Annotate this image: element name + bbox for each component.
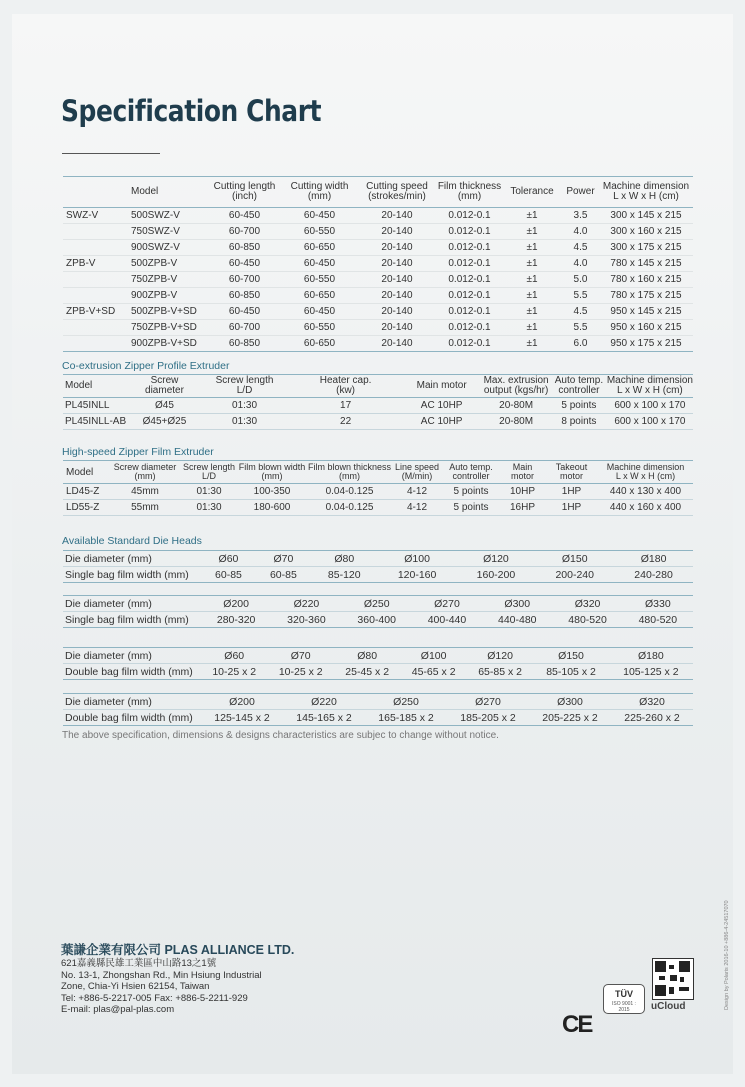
contact-phone: Tel: +886-5-2217-005 Fax: +886-5-2211-929 [61,992,248,1004]
spec-width-cell: 60-450 [282,256,357,272]
spec-group-cell [63,240,127,256]
hs-header-dimension: Machine dimension L x W x H (cm) [598,461,693,484]
film-width-cell: 225-260 x 2 [611,710,693,726]
spec-length-cell: 60-850 [207,336,282,352]
coex-length-cell: 01:30 [200,398,289,414]
spec-width-cell: 60-650 [282,240,357,256]
spec-thickness-cell: 0.012-0.1 [437,256,502,272]
spec-thickness-cell: 0.012-0.1 [437,320,502,336]
coex-header-model: Model [63,375,129,398]
die-diameter-cell: Ø60 [201,551,256,567]
hs-takeout-cell: 1HP [545,500,598,516]
spec-dimension-cell: 780 x 160 x 215 [599,272,693,288]
hs-temp-cell: 5 points [442,484,500,500]
spec-length-cell: 60-850 [207,288,282,304]
die-diameter-row [63,694,693,710]
coex-header-heater: Heater cap. (kw) [289,375,402,398]
spec-dimension-cell: 780 x 145 x 215 [599,256,693,272]
film-width-cell: 120-160 [378,567,457,583]
die-diameter-cell: Ø60 [201,648,267,664]
page-title: Specification Chart [61,94,322,128]
hs-main-motor-cell: 10HP [500,484,545,500]
film-width-cell: 440-480 [482,612,552,628]
spec-row [63,288,693,304]
spec-thickness-cell: 0.012-0.1 [437,224,502,240]
coex-output-cell: 20-80M [481,414,551,430]
film-width-label: Single bag film width (mm) [63,612,201,628]
hs-header-screw-length: Screw length L/D [181,461,237,484]
hs-speed-cell: 4-12 [392,484,442,500]
spec-thickness-cell: 0.012-0.1 [437,240,502,256]
film-width-cell: 85-105 x 2 [533,664,608,680]
hs-thickness-cell: 0.04-0.125 [307,500,392,516]
spec-power-cell: 5.5 [562,288,599,304]
hs-header-line-speed: Line speed (M/min) [392,461,442,484]
coex-header-dimension: Machine dimension L x W x H (cm) [606,375,693,396]
spec-dimension-cell: 300 x 145 x 215 [599,208,693,224]
die-diameter-cell: Ø100 [400,648,466,664]
spec-row [63,272,693,288]
spec-header-group [63,177,127,208]
hs-temp-cell: 5 points [442,500,500,516]
hs-length-cell: 01:30 [181,484,237,500]
hs-dimension-cell: 440 x 160 x 400 [598,500,693,516]
spec-row [63,240,693,256]
film-width-label: Double bag film width (mm) [63,664,201,680]
spec-row [63,304,693,320]
die-diameter-cell: Ø200 [201,694,283,710]
film-width-row [63,710,693,726]
hs-speed-cell: 4-12 [392,500,442,516]
spec-dimension-cell: 780 x 175 x 215 [599,288,693,304]
die-head-table [63,550,693,583]
die-diameter-cell: Ø270 [447,694,529,710]
hs-main-motor-cell: 16HP [500,500,545,516]
spec-group-cell [63,288,127,304]
coex-header-screw-length: Screw length L/D [200,375,289,398]
spec-dimension-cell: 950 x 145 x 215 [599,304,693,320]
die-diameter-row [63,551,693,567]
spec-length-cell: 60-850 [207,240,282,256]
spec-speed-cell: 20-140 [357,208,437,224]
spec-header-row [63,177,693,208]
die-diameter-label: Die diameter (mm) [63,648,201,664]
highspeed-label: High-speed Zipper Film Extruder [62,446,214,458]
company-address [61,958,262,1016]
spec-width-cell: 60-450 [282,304,357,320]
highspeed-table [63,460,693,516]
film-width-row [63,664,693,680]
die-diameter-cell: Ø120 [467,648,533,664]
spec-row [63,320,693,336]
hs-header-auto-temp: Auto temp. controller [442,461,500,484]
spec-length-cell: 60-700 [207,320,282,336]
spec-header-tolerance: Tolerance [502,177,562,208]
hs-header-main-motor: Main motor [500,461,545,484]
film-width-cell: 65-85 x 2 [467,664,533,680]
hs-length-cell: 01:30 [181,500,237,516]
film-width-cell: 60-85 [256,567,311,583]
die-diameter-cell: Ø220 [283,694,365,710]
die-diameter-cell: Ø120 [457,551,536,567]
coextrusion-header-row [63,375,693,398]
spec-power-cell: 4.5 [562,304,599,320]
coextrusion-row [63,414,693,430]
die-diameter-cell: Ø180 [614,551,693,567]
die-diameter-label: Die diameter (mm) [63,551,201,567]
tuv-text: TÜV [615,989,633,999]
coex-motor-cell: AC 10HP [402,398,481,414]
spec-dimension-cell: 950 x 160 x 215 [599,320,693,336]
spec-model-cell: 900ZPB-V+SD [127,336,207,352]
die-diameter-cell: Ø320 [611,694,693,710]
coex-header-max-extrusion: Max. extrusion output (kgs/hr) [481,375,551,398]
spec-power-cell: 6.0 [562,336,599,352]
film-width-row [63,612,693,628]
spec-power-cell: 4.5 [562,240,599,256]
die-diameter-cell: Ø220 [271,596,341,612]
spec-model-cell: 900ZPB-V [127,288,207,304]
spec-thickness-cell: 0.012-0.1 [437,272,502,288]
die-diameter-cell: Ø80 [334,648,400,664]
spec-header-cutting-width: Cutting width (mm) [282,177,357,208]
address-line: 621嘉義縣民雄工業區中山路13之1號 [61,958,217,969]
die-diameter-cell: Ø70 [256,551,311,567]
design-credit: Design by Polaris 2016-10 +886-4-24517070 [724,900,730,1010]
die-diameter-cell: Ø300 [482,596,552,612]
spec-tolerance-cell: ±1 [502,272,562,288]
spec-speed-cell: 20-140 [357,336,437,352]
coex-dimension-cell: 600 x 100 x 170 [607,414,693,430]
film-width-cell: 205-225 x 2 [529,710,611,726]
spec-speed-cell: 20-140 [357,256,437,272]
spec-tolerance-cell: ±1 [502,304,562,320]
film-width-cell: 125-145 x 2 [201,710,283,726]
spec-power-cell: 3.5 [562,208,599,224]
hs-header-film-thickness: Film blown thickness (mm) [307,461,392,484]
spec-speed-cell: 20-140 [357,320,437,336]
spec-power-cell: 5.0 [562,272,599,288]
coex-header-main-motor: Main motor [402,375,481,398]
hs-diameter-cell: 55mm [109,500,181,516]
spec-thickness-cell: 0.012-0.1 [437,288,502,304]
spec-length-cell: 60-450 [207,304,282,320]
film-width-cell: 240-280 [614,567,693,583]
die-diameter-cell: Ø100 [378,551,457,567]
film-width-cell: 480-520 [552,612,622,628]
film-width-cell: 25-45 x 2 [334,664,400,680]
spec-group-cell [63,272,127,288]
hs-width-cell: 180-600 [237,500,307,516]
spec-header-film-thickness: Film thickness (mm) [437,177,502,208]
die-diameter-cell: Ø300 [529,694,611,710]
contact-email: E-mail: plas@pal-plas.com [61,1004,175,1015]
ucloud-label: uCloud [651,1001,686,1012]
film-width-cell: 165-185 x 2 [365,710,447,726]
coex-heater-cell: 22 [289,414,402,430]
die-head-table [63,595,693,628]
coex-temp-cell: 5 points [551,398,607,414]
qr-code-icon [652,958,694,1000]
spec-dimension-cell: 300 x 175 x 215 [599,240,693,256]
coex-diameter-cell: Ø45+Ø25 [129,414,200,430]
spec-width-cell: 60-550 [282,224,357,240]
die-diameter-label: Die diameter (mm) [63,596,201,612]
coex-dimension-cell: 600 x 100 x 170 [607,398,693,414]
hs-takeout-cell: 1HP [545,484,598,500]
spec-power-cell: 5.5 [562,320,599,336]
film-width-cell: 480-520 [623,612,693,628]
coex-model-cell: PL45INLL [63,398,129,414]
film-width-cell: 280-320 [201,612,271,628]
coex-motor-cell: AC 10HP [402,414,481,430]
spec-tolerance-cell: ±1 [502,320,562,336]
spec-tolerance-cell: ±1 [502,256,562,272]
spec-group-cell: SWZ-V [63,208,127,224]
hs-diameter-cell: 45mm [109,484,181,500]
die-diameter-row [63,596,693,612]
spec-model-cell: 750SWZ-V [127,224,207,240]
die-diameter-cell: Ø150 [533,648,608,664]
hs-thickness-cell: 0.04-0.125 [307,484,392,500]
disclaimer-note: The above specification, dimensions & designs characteristics are subjec to change without notice. [62,730,499,741]
die-head-table [63,693,693,726]
film-width-cell: 145-165 x 2 [283,710,365,726]
spec-header-dimension: Machine dimension L x W x H (cm) [599,177,693,208]
die-diameter-label: Die diameter (mm) [63,694,201,710]
spec-table [63,176,693,352]
spec-model-cell: 500ZPB-V+SD [127,304,207,320]
company-name: 葉謙企業有限公司 PLAS ALLIANCE LTD. [61,943,295,957]
die-diameter-cell: Ø320 [552,596,622,612]
spec-header-model: Model [127,177,207,208]
spec-power-cell: 4.0 [562,224,599,240]
spec-group-cell [63,224,127,240]
spec-thickness-cell: 0.012-0.1 [437,304,502,320]
hs-dimension-cell: 440 x 130 x 400 [598,484,693,500]
die-heads-label: Available Standard Die Heads [62,535,202,547]
film-width-cell: 10-25 x 2 [267,664,333,680]
spec-tolerance-cell: ±1 [502,336,562,352]
spec-model-cell: 500ZPB-V [127,256,207,272]
film-width-label: Double bag film width (mm) [63,710,201,726]
spec-model-cell: 750ZPB-V+SD [127,320,207,336]
film-width-cell: 85-120 [311,567,378,583]
hs-header-takeout-motor: Takeout motor [545,461,598,484]
die-diameter-cell: Ø80 [311,551,378,567]
die-diameter-row [63,648,693,664]
highspeed-row [63,500,693,516]
spec-tolerance-cell: ±1 [502,208,562,224]
die-diameter-cell: Ø180 [609,648,693,664]
film-width-cell: 10-25 x 2 [201,664,267,680]
spec-dimension-cell: 950 x 175 x 215 [599,336,693,352]
spec-group-cell: ZPB-V [63,256,127,272]
tuv-certification-logo [603,984,645,1014]
spec-length-cell: 60-450 [207,256,282,272]
spec-width-cell: 60-550 [282,320,357,336]
spec-row [63,256,693,272]
coex-temp-cell: 8 points [551,414,607,430]
die-head-table [63,647,693,680]
die-diameter-cell: Ø330 [623,596,693,612]
coextrusion-label: Co-extrusion Zipper Profile Extruder [62,360,230,372]
spec-dimension-cell: 300 x 160 x 215 [599,224,693,240]
address-line: No. 13-1, Zhongshan Rd., Min Hsiung Industrial [61,969,262,981]
hs-header-screw-diameter: Screw diameter (mm) [109,461,181,484]
hs-header-model: Model [63,461,109,484]
spec-speed-cell: 20-140 [357,304,437,320]
coex-header-screw-diameter: Screw diameter [129,375,200,398]
coex-model-cell: PL45INLL-AB [63,414,129,430]
die-diameter-cell: Ø250 [342,596,412,612]
film-width-cell: 200-240 [535,567,614,583]
spec-group-cell [63,320,127,336]
hs-width-cell: 100-350 [237,484,307,500]
film-width-cell: 45-65 x 2 [400,664,466,680]
spec-model-cell: 500SWZ-V [127,208,207,224]
die-diameter-cell: Ø270 [412,596,482,612]
spec-group-cell [63,336,127,352]
address-line: Zone, Chia-Yi Hsien 62154, Taiwan [61,981,210,992]
coextrusion-table [63,374,693,430]
spec-width-cell: 60-650 [282,288,357,304]
spec-row [63,208,693,224]
hs-header-film-width: Film blown width (mm) [237,461,307,484]
spec-thickness-cell: 0.012-0.1 [437,336,502,352]
film-width-cell: 160-200 [457,567,536,583]
film-width-cell: 400-440 [412,612,482,628]
coex-heater-cell: 17 [289,398,402,414]
spec-width-cell: 60-650 [282,336,357,352]
die-diameter-cell: Ø70 [267,648,333,664]
spec-tolerance-cell: ±1 [502,224,562,240]
spec-power-cell: 4.0 [562,256,599,272]
spec-header-cutting-length: Cutting length (inch) [207,177,282,208]
film-width-cell: 60-85 [201,567,256,583]
spec-width-cell: 60-450 [282,208,357,224]
spec-row [63,336,693,352]
spec-length-cell: 60-700 [207,272,282,288]
spec-speed-cell: 20-140 [357,288,437,304]
film-width-cell: 105-125 x 2 [609,664,693,680]
hs-model-cell: LD45-Z [63,484,109,500]
coextrusion-row [63,398,693,414]
die-diameter-cell: Ø250 [365,694,447,710]
film-width-row [63,567,693,583]
film-width-cell: 360-400 [342,612,412,628]
ce-mark-logo: CE [562,1011,592,1038]
spec-header-power: Power [562,177,599,208]
spec-group-cell: ZPB-V+SD [63,304,127,320]
spec-model-cell: 900SWZ-V [127,240,207,256]
coex-header-auto-temp: Auto temp. controller [551,375,607,398]
spec-speed-cell: 20-140 [357,224,437,240]
highspeed-header-row [63,461,693,484]
spec-header-cutting-speed: Cutting speed (strokes/min) [357,177,437,208]
spec-thickness-cell: 0.012-0.1 [437,208,502,224]
coex-diameter-cell: Ø45 [129,398,200,414]
spec-speed-cell: 20-140 [357,240,437,256]
die-diameter-cell: Ø150 [535,551,614,567]
highspeed-row [63,484,693,500]
coex-output-cell: 20-80M [481,398,551,414]
spec-tolerance-cell: ±1 [502,240,562,256]
film-width-cell: 320-360 [271,612,341,628]
spec-tolerance-cell: ±1 [502,288,562,304]
film-width-label: Single bag film width (mm) [63,567,201,583]
spec-model-cell: 750ZPB-V [127,272,207,288]
hs-model-cell: LD55-Z [63,500,109,516]
die-diameter-cell: Ø200 [201,596,271,612]
spec-length-cell: 60-700 [207,224,282,240]
title-divider [62,153,160,154]
spec-width-cell: 60-550 [282,272,357,288]
coex-length-cell: 01:30 [200,414,289,430]
film-width-cell: 185-205 x 2 [447,710,529,726]
spec-row [63,224,693,240]
spec-speed-cell: 20-140 [357,272,437,288]
tuv-subtext: ISO 9001 : 2015 [612,1001,636,1013]
spec-length-cell: 60-450 [207,208,282,224]
